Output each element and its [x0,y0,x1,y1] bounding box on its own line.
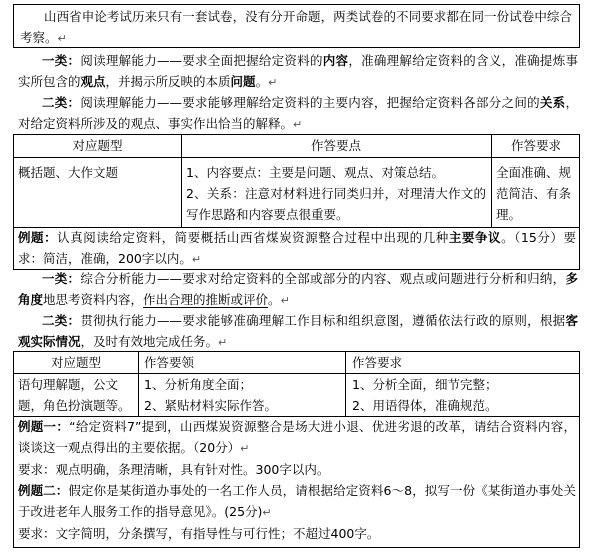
table2-header-type: 对应题型 [50,355,101,370]
intro-box [13,4,580,48]
cat1-reading-paragraph: 一类：阅读理解能力——要求全面把握给定资料的内容，准确理解给定资料的含义，准确提炼事实所包含的观点，并揭示所反映的本质问题。↵ [18,53,578,89]
table-reading [13,134,580,270]
table-analysis [13,351,580,548]
table2-col-line-1 [138,352,139,416]
table1-header-points: 作答要点 [310,138,361,153]
table1-divider [14,157,579,158]
table1-example: 例题：认真阅读给定资料，简要概括山西省煤炭资源整合过程中出现的几种主要争议。（15分）要求：简洁，准确，200字以内。↵ [18,230,576,266]
table2-header-requirements: 作答要求 [352,355,403,370]
table1-col-line-2 [491,135,492,227]
table1-cell-requirements: 全面准确、规范简洁、有条理。 [496,165,572,222]
cat2-execution-paragraph: 二类：贯彻执行能力——要求能够准确理解工作目标和组织意图，遵循依法行政的原则，根据客观实际情况，及时有效地完成任务。↵ [18,313,578,349]
table2-cell-requirements: 1、分析全面，细节完整； 2、用语得体，准确规范。 [352,377,498,413]
table1-cell-points: 1、内容要点：主要是问题、观点、对策总结。 2、关系：注意对材料进行同类归并，对理清大作文的写作思路和内容要点很重要。 [186,165,486,222]
table1-cell-type: 概括题、大作文题 [18,165,119,180]
cat2-reading-paragraph: 二类：阅读理解能力——要求能够理解给定资料的主要内容，把握给定资料各部分之间的关系，对给定资料所涉及的观点、事实作出恰当的解释。↵ [18,95,578,131]
table2-col-line-2 [345,352,346,416]
table2-example-1: 例题一：“给定资料7”提到，山西煤炭资源整合是场大进小退、优进劣退的改革，请结合资料内容，谈谈这一观点得出的主要依据。（20分）↵ 要求：观点明确，条理清晰，具有针对性。300字以内。 例题二：假定你是某街道办事处的一名工作人员，请根据给定资料6～8，拟写一份《某街道办事处关于改进老年人服务工作的指导意见》。(25分)↵ 要求：文字简明，分条撰写，有指导性与可行性；不超过400字。 [18,419,576,541]
table2-cell-type: 语句理解题，公文题，角色扮演题等。 [18,377,131,413]
table1-header-requirements: 作答要求 [510,138,561,153]
table2-header-points: 作答要领 [144,355,195,370]
table2-cell-points: 1、分析角度全面； 2、紧贴材料实际作答。 [144,377,277,413]
intro-text: 山西省申论考试历来只有一套试卷，没有分开命题，两类试卷的不同要求都在同一份试卷中综合考察。↵ [20,9,572,45]
table1-col-line-1 [181,135,182,227]
table1-header-type: 对应题型 [72,138,123,153]
cat1-analysis-paragraph: 一类：综合分析能力——要求对给定资料的全部或部分的内容、观点或问题进行分析和归纳，多角度地思考资料内容，作出合理的推断或评价。↵ [18,271,578,307]
